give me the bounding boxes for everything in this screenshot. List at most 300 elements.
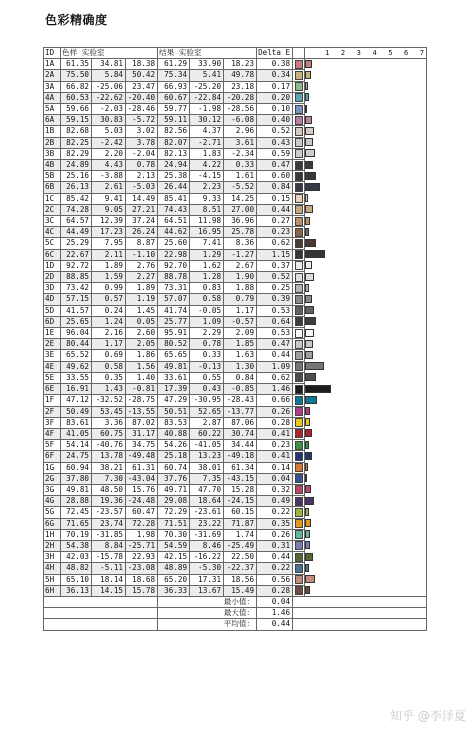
target-lab-value: -3.88 <box>92 171 126 182</box>
target-lab-value: 92.72 <box>61 260 92 271</box>
delta-e-value: 0.28 <box>257 417 293 428</box>
result-lab-value: 82.13 <box>158 148 190 159</box>
patch-id: 4E <box>44 361 61 372</box>
result-lab-value: 1.88 <box>224 283 257 294</box>
target-lab-value: 2.05 <box>126 339 158 350</box>
target-lab-value: 47.12 <box>61 395 92 406</box>
result-lab-value: -2.71 <box>190 137 224 148</box>
target-lab-value: -43.04 <box>126 473 158 484</box>
color-swatch <box>295 228 303 237</box>
patch-id: 2A <box>44 70 61 81</box>
delta-e-bar <box>305 441 309 449</box>
result-lab-value: 3.61 <box>224 137 257 148</box>
delta-e-value: 0.35 <box>257 518 293 529</box>
table-row <box>44 160 427 171</box>
table-row <box>44 484 427 495</box>
target-lab-value: 22.93 <box>126 552 158 563</box>
color-swatch <box>295 351 303 360</box>
result-lab-value: 2.67 <box>224 260 257 271</box>
delta-e-bar <box>305 586 310 594</box>
result-lab-value: 57.07 <box>158 294 190 305</box>
delta-e-bar <box>305 508 309 516</box>
bar-cell <box>305 585 427 596</box>
swatch-cell <box>293 574 305 585</box>
swatch-cell <box>293 81 305 92</box>
swatch-cell <box>293 484 305 495</box>
target-lab-value: 4.43 <box>92 160 126 171</box>
bar-cell <box>305 238 427 249</box>
result-lab-value: 0.33 <box>190 350 224 361</box>
target-lab-value: 85.42 <box>61 193 92 204</box>
bar-cell <box>305 484 427 495</box>
target-lab-value: 13.78 <box>92 451 126 462</box>
result-lab-value: 73.31 <box>158 283 190 294</box>
target-lab-value: 60.47 <box>126 507 158 518</box>
result-lab-value: 60.67 <box>158 92 190 103</box>
result-lab-value: 37.76 <box>158 473 190 484</box>
target-lab-value: -5.72 <box>126 115 158 126</box>
header-delta-e: Delta E <box>257 48 293 59</box>
color-swatch <box>295 250 303 259</box>
result-lab-value: 54.26 <box>158 440 190 451</box>
result-lab-value: -0.05 <box>190 305 224 316</box>
result-lab-value: 1.29 <box>190 249 224 260</box>
delta-e-value: 0.49 <box>257 496 293 507</box>
table-row <box>44 104 427 115</box>
table-row <box>44 585 427 596</box>
target-lab-value: -23.08 <box>126 563 158 574</box>
result-lab-value: -31.69 <box>190 529 224 540</box>
table-row <box>44 115 427 126</box>
delta-e-value: 0.56 <box>257 574 293 585</box>
color-swatch <box>295 441 303 450</box>
bar-cell <box>305 92 427 103</box>
target-lab-value: 18.14 <box>92 574 126 585</box>
delta-e-bar <box>305 71 311 79</box>
color-swatch <box>295 541 303 550</box>
swatch-cell <box>293 507 305 518</box>
color-swatch <box>295 295 303 304</box>
result-lab-value: 71.51 <box>158 518 190 529</box>
delta-e-value: 0.47 <box>257 339 293 350</box>
color-swatch <box>295 82 303 91</box>
patch-id: 1D <box>44 260 61 271</box>
result-lab-value: 49.78 <box>224 70 257 81</box>
bar-cell <box>305 361 427 372</box>
result-lab-value: 25.60 <box>158 238 190 249</box>
swatch-cell <box>293 148 305 159</box>
target-lab-value: 64.57 <box>61 216 92 227</box>
summary-tail <box>293 596 427 607</box>
color-swatch <box>295 530 303 539</box>
bar-cell <box>305 350 427 361</box>
result-lab-value: 2.23 <box>190 182 224 193</box>
delta-e-value: 0.43 <box>257 137 293 148</box>
result-lab-value: 0.84 <box>224 372 257 383</box>
color-swatch <box>295 485 303 494</box>
bar-cell <box>305 473 427 484</box>
result-lab-value: 1.28 <box>190 272 224 283</box>
target-lab-value: 19.36 <box>92 496 126 507</box>
header-row <box>44 48 427 59</box>
target-lab-value: 54.14 <box>61 440 92 451</box>
patch-id: 2F <box>44 406 61 417</box>
patch-id: 3D <box>44 283 61 294</box>
target-lab-value: 26.24 <box>126 227 158 238</box>
result-lab-value: 29.08 <box>158 496 190 507</box>
target-lab-value: 42.03 <box>61 552 92 563</box>
table-row <box>44 249 427 260</box>
result-lab-value: 5.41 <box>190 70 224 81</box>
target-lab-value: 96.04 <box>61 328 92 339</box>
bar-cell <box>305 372 427 383</box>
result-lab-value: 1.62 <box>190 260 224 271</box>
bar-cell <box>305 294 427 305</box>
patch-id: 1A <box>44 59 61 70</box>
patch-id: 6B <box>44 182 61 193</box>
delta-e-bar <box>305 351 313 359</box>
result-lab-value: 0.33 <box>224 160 257 171</box>
result-lab-value: -5.52 <box>224 182 257 193</box>
header-result-lab: 结果 实验室 <box>158 48 257 59</box>
delta-e-bar <box>305 205 313 213</box>
delta-e-bar <box>305 82 308 90</box>
color-swatch <box>295 463 303 472</box>
patch-id: 4D <box>44 294 61 305</box>
result-lab-value: 1.85 <box>224 339 257 350</box>
delta-e-value: 0.39 <box>257 294 293 305</box>
target-lab-value: 15.76 <box>126 484 158 495</box>
table-row <box>44 552 427 563</box>
target-lab-value: 14.15 <box>92 585 126 596</box>
swatch-cell <box>293 462 305 473</box>
target-lab-value: 49.81 <box>61 484 92 495</box>
table-row <box>44 137 427 148</box>
summary-value: 0.04 <box>257 596 293 607</box>
target-lab-value: 24.75 <box>61 451 92 462</box>
target-lab-value: 41.05 <box>61 428 92 439</box>
table-row <box>44 496 427 507</box>
patch-id: 4G <box>44 496 61 507</box>
table-row <box>44 428 427 439</box>
swatch-cell <box>293 115 305 126</box>
swatch-cell <box>293 529 305 540</box>
result-lab-value: 95.91 <box>158 328 190 339</box>
result-lab-value: 47.70 <box>190 484 224 495</box>
patch-id: 5A <box>44 104 61 115</box>
bar-cell <box>305 182 427 193</box>
result-lab-value: -6.08 <box>224 115 257 126</box>
target-lab-value: -28.46 <box>126 104 158 115</box>
swatch-cell <box>293 406 305 417</box>
color-swatch <box>295 452 303 461</box>
bar-cell <box>305 227 427 238</box>
result-lab-value: 40.88 <box>158 428 190 439</box>
target-lab-value: 2.11 <box>92 249 126 260</box>
swatch-cell <box>293 428 305 439</box>
target-lab-value: 1.45 <box>126 305 158 316</box>
table-row <box>44 227 427 238</box>
swatch-cell <box>293 372 305 383</box>
result-lab-value: 0.83 <box>190 283 224 294</box>
header-target-lab: 色样 实验室 <box>61 48 158 59</box>
target-lab-value: 60.53 <box>61 92 92 103</box>
result-lab-value: 0.78 <box>190 339 224 350</box>
delta-e-bar <box>305 149 315 157</box>
target-lab-value: 2.16 <box>92 328 126 339</box>
target-lab-value: 9.41 <box>92 193 126 204</box>
target-lab-value: -5.11 <box>92 563 126 574</box>
bar-cell <box>305 540 427 551</box>
swatch-cell <box>293 294 305 305</box>
target-lab-value: 28.88 <box>61 496 92 507</box>
delta-e-value: 0.15 <box>257 193 293 204</box>
result-lab-value: 75.34 <box>158 70 190 81</box>
swatch-cell <box>293 339 305 350</box>
bar-cell <box>305 406 427 417</box>
swatch-cell <box>293 563 305 574</box>
color-swatch <box>295 105 303 114</box>
table-row <box>44 361 427 372</box>
target-lab-value: 0.57 <box>92 294 126 305</box>
target-lab-value: 82.68 <box>61 126 92 137</box>
bar-cell <box>305 104 427 115</box>
delta-e-bar <box>305 250 325 258</box>
delta-e-value: 0.28 <box>257 585 293 596</box>
delta-e-value: 0.22 <box>257 563 293 574</box>
target-lab-value: 18.68 <box>126 574 158 585</box>
delta-e-bar <box>305 329 314 337</box>
table-row <box>44 294 427 305</box>
summary-row <box>44 619 427 630</box>
target-lab-value: 31.17 <box>126 428 158 439</box>
swatch-cell <box>293 126 305 137</box>
delta-e-bar <box>305 217 310 225</box>
result-lab-value: 36.96 <box>224 216 257 227</box>
target-lab-value: 22.67 <box>61 249 92 260</box>
bar-cell <box>305 496 427 507</box>
delta-e-value: 0.40 <box>257 115 293 126</box>
bar-cell <box>305 204 427 215</box>
bar-cell <box>305 552 427 563</box>
delta-e-bar <box>305 373 316 381</box>
target-lab-value: 2.61 <box>92 182 126 193</box>
target-lab-value: 33.55 <box>61 372 92 383</box>
result-lab-value: -5.30 <box>190 563 224 574</box>
patch-id: 4B <box>44 160 61 171</box>
result-lab-value: 2.87 <box>190 417 224 428</box>
delta-e-bar <box>305 172 316 180</box>
target-lab-value: 7.95 <box>92 238 126 249</box>
result-lab-value: 13.23 <box>190 451 224 462</box>
summary-row <box>44 608 427 619</box>
summary-blank <box>44 608 158 619</box>
patch-id: 4A <box>44 92 61 103</box>
target-lab-value: 1.56 <box>126 361 158 372</box>
bar-cell <box>305 440 427 451</box>
target-lab-value: 70.19 <box>61 529 92 540</box>
swatch-cell <box>293 182 305 193</box>
bar-cell <box>305 260 427 271</box>
delta-e-bar <box>305 519 311 527</box>
target-lab-value: 7.30 <box>92 473 126 484</box>
target-lab-value: 24.89 <box>61 160 92 171</box>
result-lab-value: 23.22 <box>190 518 224 529</box>
result-lab-value: -20.28 <box>224 92 257 103</box>
target-lab-value: 50.42 <box>126 70 158 81</box>
target-lab-value: 5.03 <box>92 126 126 137</box>
target-lab-value: 37.24 <box>126 216 158 227</box>
target-lab-value: -28.75 <box>126 395 158 406</box>
target-lab-value: -40.76 <box>92 440 126 451</box>
patch-id: 5B <box>44 171 61 182</box>
result-lab-value: 0.79 <box>224 294 257 305</box>
delta-e-value: 1.46 <box>257 384 293 395</box>
result-lab-value: 0.55 <box>190 372 224 383</box>
bar-cell <box>305 328 427 339</box>
target-lab-value: 61.31 <box>126 462 158 473</box>
scale-tick-label: 2 <box>340 49 346 57</box>
watermark: 知乎 @李泽夏 <box>390 709 466 723</box>
result-lab-value: 7.41 <box>190 238 224 249</box>
target-lab-value: 50.49 <box>61 406 92 417</box>
table-row <box>44 204 427 215</box>
table-row <box>44 92 427 103</box>
target-lab-value: 72.28 <box>126 518 158 529</box>
delta-e-bar <box>305 93 309 101</box>
bar-cell <box>305 283 427 294</box>
target-lab-value: 5.84 <box>92 70 126 81</box>
delta-e-value: 0.62 <box>257 372 293 383</box>
result-lab-value: 0.58 <box>190 294 224 305</box>
color-swatch <box>295 317 303 326</box>
swatch-cell <box>293 417 305 428</box>
scale-tick-label: 1 <box>325 49 330 57</box>
color-swatch <box>295 340 303 349</box>
delta-e-value: 0.14 <box>257 462 293 473</box>
color-swatch <box>295 149 303 158</box>
delta-e-value: 0.62 <box>257 238 293 249</box>
result-lab-value: 33.90 <box>190 59 224 70</box>
target-lab-value: 16.91 <box>61 384 92 395</box>
table-row <box>44 59 427 70</box>
target-lab-value: 23.47 <box>126 81 158 92</box>
delta-e-bar <box>305 407 310 415</box>
swatch-cell <box>293 496 305 507</box>
table-row <box>44 440 427 451</box>
bar-cell <box>305 249 427 260</box>
target-lab-value: 25.29 <box>61 238 92 249</box>
delta-e-value: 0.25 <box>257 283 293 294</box>
target-lab-value: 2.20 <box>92 148 126 159</box>
delta-e-value: 0.17 <box>257 81 293 92</box>
target-lab-value: -15.78 <box>92 552 126 563</box>
delta-e-bar <box>305 105 307 113</box>
delta-e-value: 1.09 <box>257 361 293 372</box>
target-lab-value: 48.50 <box>92 484 126 495</box>
result-lab-value: 92.70 <box>158 260 190 271</box>
result-lab-value: 49.71 <box>158 484 190 495</box>
target-lab-value: 75.50 <box>61 70 92 81</box>
result-lab-value: -22.37 <box>224 563 257 574</box>
target-lab-value: 48.82 <box>61 563 92 574</box>
result-lab-value: 2.96 <box>224 126 257 137</box>
delta-e-value: 0.44 <box>257 552 293 563</box>
result-lab-value: 4.37 <box>190 126 224 137</box>
patch-id: 1C <box>44 193 61 204</box>
swatch-cell <box>293 249 305 260</box>
table-row <box>44 81 427 92</box>
result-lab-value: 25.77 <box>158 316 190 327</box>
swatch-cell <box>293 160 305 171</box>
result-lab-value: 36.33 <box>158 585 190 596</box>
swatch-cell <box>293 473 305 484</box>
table-row <box>44 574 427 585</box>
delta-e-bar <box>305 385 331 393</box>
delta-e-bar <box>305 261 311 269</box>
result-lab-value: 16.95 <box>190 227 224 238</box>
color-swatch <box>295 161 303 170</box>
target-lab-value: -2.03 <box>92 104 126 115</box>
swatch-cell <box>293 260 305 271</box>
delta-e-bar <box>305 60 312 68</box>
color-swatch <box>295 385 303 394</box>
target-lab-value: 2.27 <box>126 272 158 283</box>
target-lab-value: 8.87 <box>126 238 158 249</box>
result-lab-value: 15.49 <box>224 585 257 596</box>
patch-id: 6C <box>44 249 61 260</box>
table-row <box>44 350 427 361</box>
result-lab-value: 17.31 <box>190 574 224 585</box>
delta-e-value: 0.34 <box>257 70 293 81</box>
swatch-cell <box>293 227 305 238</box>
result-lab-value: 44.62 <box>158 227 190 238</box>
result-lab-value: 50.51 <box>158 406 190 417</box>
delta-e-bar <box>305 463 307 471</box>
result-lab-value: 41.74 <box>158 305 190 316</box>
table-row <box>44 316 427 327</box>
delta-e-bar <box>305 474 307 482</box>
delta-e-bar <box>305 228 309 236</box>
bar-cell <box>305 148 427 159</box>
table-row <box>44 260 427 271</box>
scale-tick-label: 4 <box>372 49 377 57</box>
delta-e-value: 0.44 <box>257 350 293 361</box>
delta-e-bar <box>305 295 312 303</box>
patch-id: 3E <box>44 350 61 361</box>
delta-e-bar <box>305 553 313 561</box>
delta-e-bar <box>305 541 310 549</box>
color-swatch <box>295 508 303 517</box>
target-lab-value: 41.57 <box>61 305 92 316</box>
target-lab-value: -13.55 <box>126 406 158 417</box>
result-lab-value: -23.61 <box>190 507 224 518</box>
bar-cell <box>305 451 427 462</box>
color-swatch <box>295 284 303 293</box>
target-lab-value: 60.75 <box>92 428 126 439</box>
table-row <box>44 182 427 193</box>
delta-e-value: 0.53 <box>257 305 293 316</box>
target-lab-value: 72.45 <box>61 507 92 518</box>
target-lab-value: 80.44 <box>61 339 92 350</box>
target-lab-value: 53.45 <box>92 406 126 417</box>
delta-e-value: 0.60 <box>257 171 293 182</box>
delta-e-bar <box>305 564 309 572</box>
result-lab-value: -2.34 <box>224 148 257 159</box>
color-swatch <box>295 273 303 282</box>
result-lab-value: 82.07 <box>158 137 190 148</box>
color-swatch <box>295 407 303 416</box>
